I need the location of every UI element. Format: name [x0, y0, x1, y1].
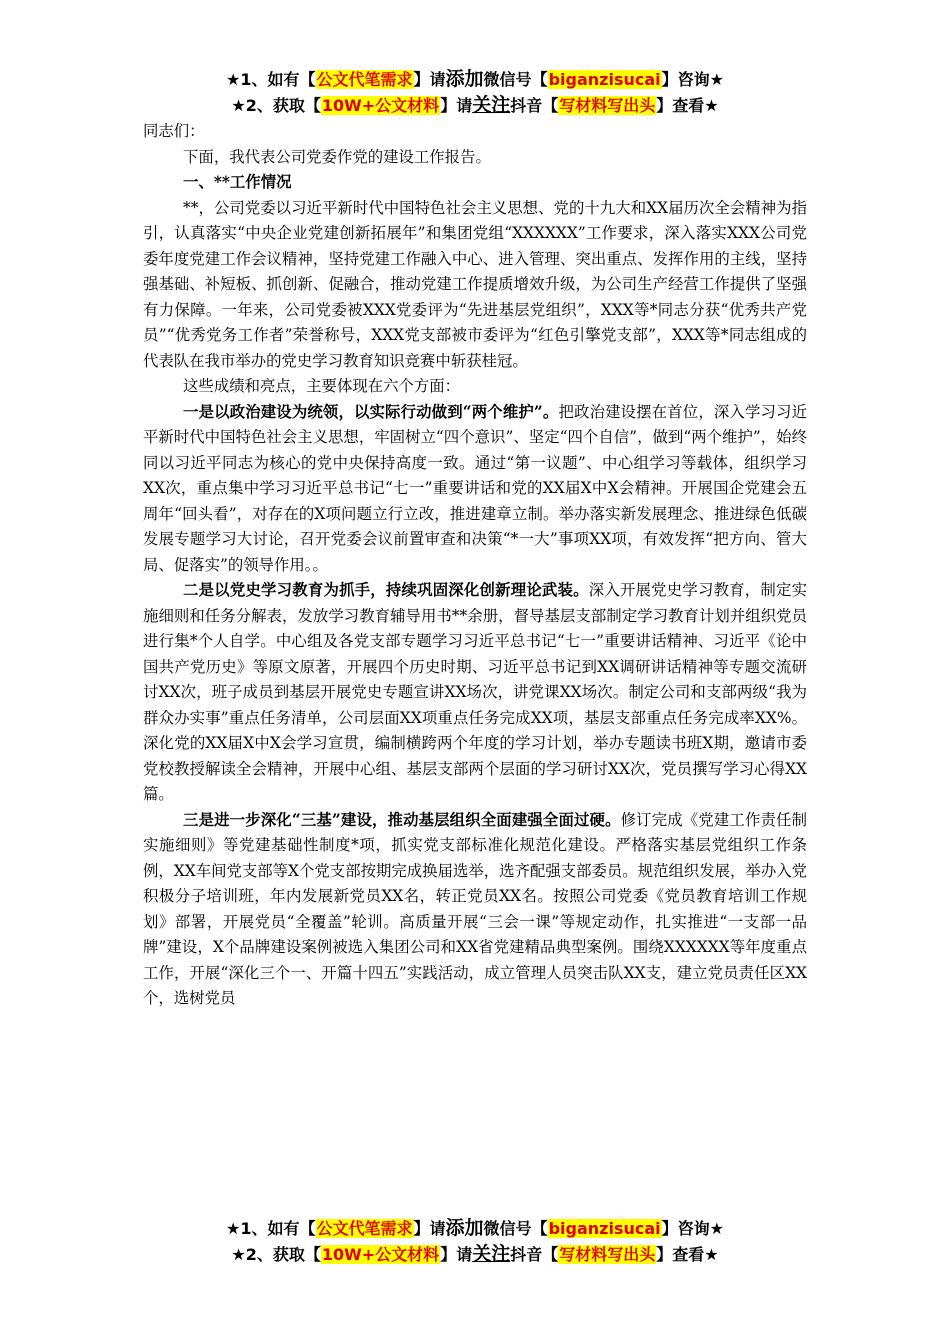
paragraph-overview: **，公司党委以习近平新时代中国特色社会主义思想、党的十九大和XX届历次全会精神为指引，认真落实“中央企业党建创新拓展年”和集团党组“XXXXXX”工作要求，深入落实XXX公司党委年度党建工作会议精神，坚持党建工作融入中心、进入管理、突出重点、发挥作用的主线，坚持强基础、补短板、抓创新、促融合，推动党建工作提质增效升级，为公司生产经营工作提供了坚强有力保障。一年来，公司党委被XXX党委评为“先进基层党组织”，XXX等*同志分获“优秀共产党员”“优秀党务工作者”荣誉称号，XXX党支部被市委评为“红色引擎党支部”，XXX等*同志组成的代表队在我市举办的党史学习教育知识竞赛中斩获桂冠。: [143, 198, 807, 370]
highlight-service: 公文代笔需求: [316, 70, 413, 89]
greeting: 同志们：: [143, 122, 205, 140]
paragraph-political: 一是以政治建设为统领，以实际行动做到“两个维护”。把政治建设摆在首位，深入学习习近平新时代中国特色社会主义思想，牢固树立“四个意识”、坚定“四个自信”，做到“两个维护”，始终同以习近平同志为核心的党中央保持高度一致。通过“第一议题”、中心组学习等载体，组织学习XX次，重点集中学习习近平总书记“七一”重要讲话和党的XX届X中X会精神。开展国企党建会五周年“回头看”，对存在的X项问题立行立改，推进建章立制。举办落实新发展理念、推进绿色低碳发展专题学习大讨论，召开党委会议前置审查和决策“*一大”事项XX项，有效发挥“把方向、管大局、促落实”的领导作用。。: [143, 402, 807, 574]
highlight-materials: 10W+公文材料: [321, 96, 440, 115]
paragraph-history-study: 二是以党史学习教育为抓手，持续巩固深化创新理论武装。深入开展党史学习教育，制定实施细则和任务分解表，发放学习教育辅导用书**余册，督导基层支部制定学习教育计划并组织党员进行集*个人自学。中心组及各党支部专题学习习近平总书记“七一”重要讲话精神、习近平《论中国共产党历史》等原文原著，开展四个历史时期、习近平总书记到XX调研讲话精神等专题交流研讨XX次，班子成员到基层开展党史专题宣讲XX场次，讲党课XX场次。制定公司和支部两级“我为群众办实事”重点任务清单，公司层面XX项重点任务完成XX项，基层支部重点任务完成率XX%。深化党的XX届X中X会学习宣贯，编制横跨两个年度的学习计划，举办专题读书班X期，邀请市委党校教授解读全会精神，开展中心组、基层支部两个层面的学习研讨XX次，党员撰写学习心得XX篇。: [143, 581, 807, 803]
lead-sentence: 三是进一步深化“三基”建设，推动基层组织全面建强全面过硬。: [183, 810, 621, 829]
banner-line-2: ★2、获取【10W+公文材料】请关注抖音【写材料写出头】查看★: [231, 94, 719, 116]
highlight-service: 公文代笔需求: [316, 1219, 413, 1238]
banner-line-2: ★2、获取【10W+公文材料】请关注抖音【写材料写出头】查看★: [231, 1243, 719, 1265]
banner-line-1: ★1、如有【公文代笔需求】请添加微信号【biganzisucai】咨询★: [226, 1217, 724, 1239]
highlight-douyin-id: 写材料写出头: [559, 96, 656, 115]
lead-sentence: 一是以政治建设为统领，以实际行动做到“两个维护”。: [183, 402, 559, 421]
lead-sentence: 二是以党史学习教育为抓手，持续巩固深化创新理论武装。: [183, 581, 589, 599]
top-banner: [0, 66, 950, 118]
highlight-douyin-id: 写材料写出头: [559, 1245, 656, 1264]
intro-paragraph: 下面，我代表公司党委作党的建设工作报告。: [183, 147, 491, 166]
banner-line-1: ★1、如有【公文代笔需求】请添加微信号【biganzisucai】咨询★: [226, 68, 724, 90]
highlight-wechat-id: biganzisucai: [548, 1219, 661, 1238]
section-heading: 一、**工作情况: [183, 173, 292, 191]
document-body: [143, 119, 807, 1012]
bottom-banner: [0, 1215, 950, 1267]
highlight-materials: 10W+公文材料: [321, 1245, 440, 1264]
paragraph-summary: 这些成绩和亮点，主要体现在六个方面：: [183, 377, 461, 395]
highlight-wechat-id: biganzisucai: [548, 70, 661, 89]
paragraph-grassroots: 三是进一步深化“三基”建设，推动基层组织全面建强全面过硬。修订完成《党建工作责任制实施细则》等党建基础性制度*项，抓实党支部标准化规范化建设。严格落实基层党组织工作条例，XX车间党支部等X个党支部按期完成换届选举，选齐配强支部委员。规范组织发展，举办入党积极分子培训班，年内发展新党员XX名，转正党员XX名。按照公司党委《党员教育培训工作规划》部署，开展党员“全覆盖”轮训。高质量开展“三会一课”等规定动作，扎实推进“一支部一品牌”建设，X个品牌建设案例被选入集团公司和XX省党建精品典型案例。围绕XXXXXX等年度重点工作，开展“深化三个一、开篇十四五”实践活动，成立管理人员突击队XX支，建立党员责任区XX个，选树党员: [143, 810, 807, 1007]
